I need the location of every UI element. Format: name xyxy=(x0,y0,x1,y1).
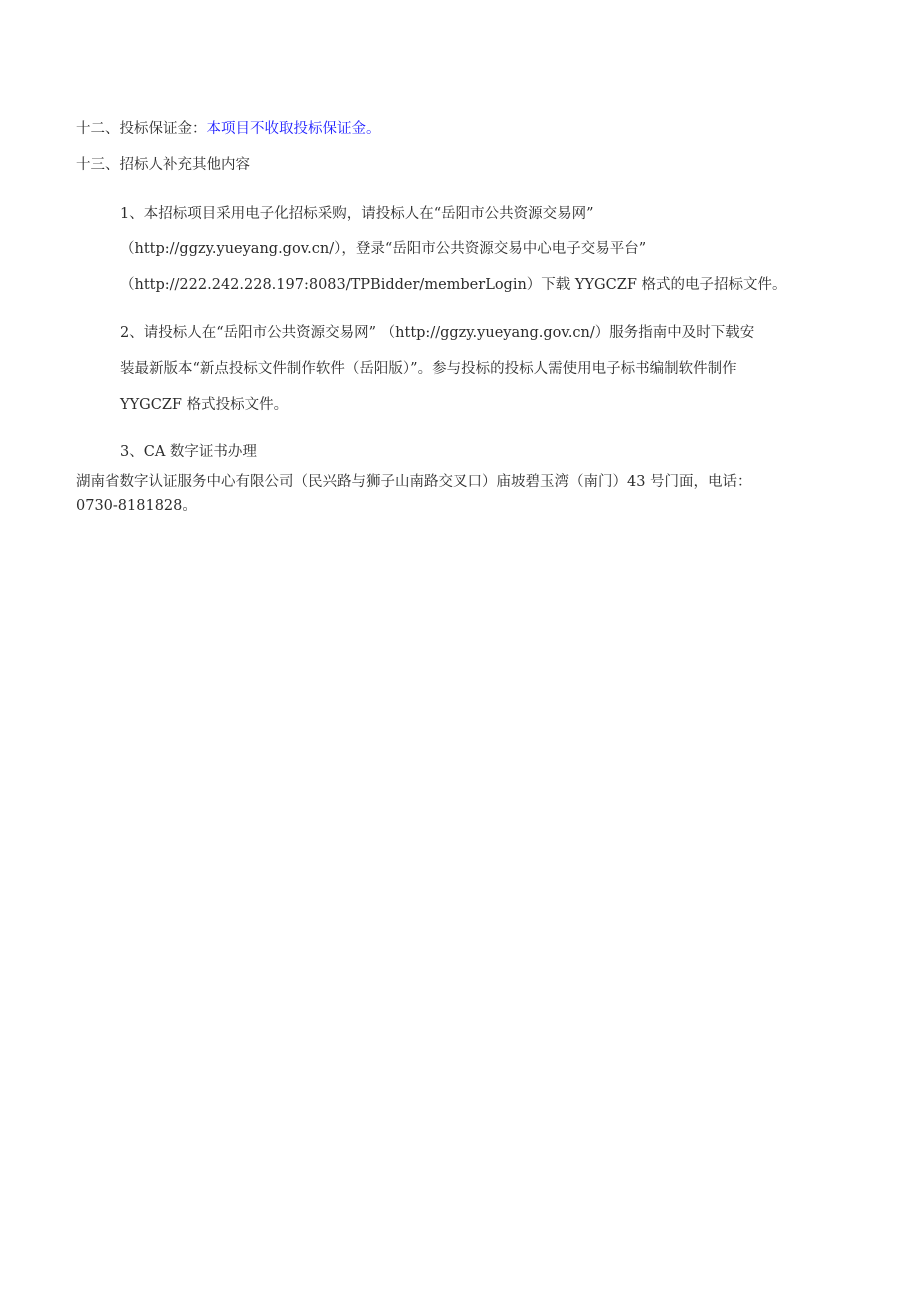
item-1-line-3: （http://222.242.228.197:8083/TPBidder/memberLogin）下载 YYGCZF 格式的电子招标文件。 xyxy=(120,277,787,293)
item-2-line-2: 装最新版本“新点投标文件制作软件（岳阳版）”。参与投标的投标人需使用电子标书编制软件制作 xyxy=(120,361,737,377)
item-3-address-line: 湖南省数字认证服务中心有限公司（民兴路与狮子山南路交叉口）庙坡碧玉湾（南门）43 号门面，电话： xyxy=(76,474,752,490)
bid-bond-statement: 本项目不收取投标保证金。 xyxy=(206,121,381,137)
item-3-title: 3、CA 数字证书办理 xyxy=(120,444,257,460)
section-12-heading xyxy=(76,119,381,139)
item-3-phone-line: 0730-8181828。 xyxy=(76,498,197,514)
section-13-heading: 十三、招标人补充其他内容 xyxy=(76,157,250,173)
section-12-label: 十二、投标保证金： xyxy=(76,121,207,137)
item-2-line-1: 2、请投标人在“岳阳市公共资源交易网” （http://ggzy.yueyang.gov.cn/）服务指南中及时下载安 xyxy=(120,325,755,341)
item-1-line-1: 1、本招标项目采用电子化招标采购，请投标人在“岳阳市公共资源交易网” xyxy=(120,206,594,222)
item-2-line-3: YYGCZF 格式投标文件。 xyxy=(120,397,289,413)
item-1-line-2: （http://ggzy.yueyang.gov.cn/），登录“岳阳市公共资源交易中心电子交易平台” xyxy=(120,241,647,257)
